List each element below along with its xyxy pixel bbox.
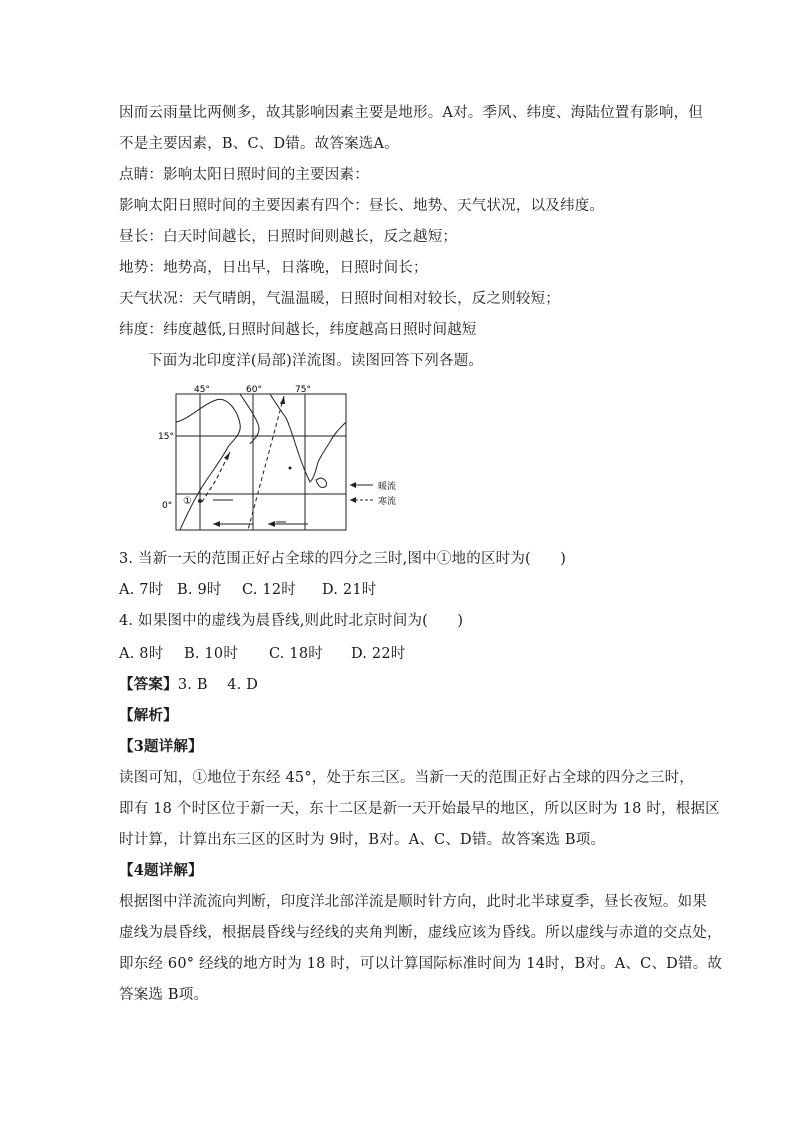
q4-detail-line: 根据图中洋流流向判断，印度洋北部洋流是顺时针方向，此时北半球夏季，昼长夜短。如果	[119, 894, 707, 910]
option: B. 9时	[177, 582, 222, 598]
lat-label: 0°	[162, 501, 173, 511]
text-line: 影响太阳日照时间的主要因素有四个：昼长、地势、天气状况，以及纬度。	[119, 198, 605, 214]
text-line: 地势：地势高，日出早，日落晚，日照时间长；	[119, 260, 428, 276]
legend-cold-current: 寒流	[378, 497, 397, 507]
lon-label: 45°	[194, 385, 210, 395]
legend-warm-current: 暖流	[378, 482, 397, 492]
q4-detail-line: 答案选 B项。	[119, 987, 209, 1003]
question-4-options	[119, 644, 405, 664]
question-3-stem: 3. 当新一天的范围正好占全球的四分之三时,图中①地的区时为( )	[119, 551, 567, 567]
text-line: 因而云雨量比两侧多，故其影响因素主要是地形。A对。季风、纬度、海陆位置有影响，但	[119, 105, 703, 121]
text-line: 不是主要因素，B、C、D错。故答案选A。	[119, 136, 399, 152]
answer-text: 3. B 4. D	[177, 677, 259, 693]
option: A. 7时	[119, 582, 164, 598]
option: C. 12时	[242, 582, 296, 598]
text-line: 点睛：影响太阳日照时间的主要因素：	[119, 167, 369, 183]
analysis-label: 【解析】	[119, 707, 178, 724]
map-intro: 下面为北印度洋(局部)洋流图。读图回答下列各题。	[148, 353, 484, 369]
q3-detail-label: 【3题详解】	[119, 738, 203, 755]
q4-detail-label: 【4题详解】	[119, 862, 203, 879]
answer-line	[119, 675, 258, 695]
option: C. 18时	[269, 646, 323, 662]
answer-label: 【答案】	[119, 676, 178, 693]
q4-detail-line: 即东经 60° 经线的地方时为 18 时，可以计算国际标准时间为 14时，B对。A、C、D错。故	[119, 956, 723, 972]
lat-label: 15°	[158, 432, 174, 442]
text-line: 昼长：白天时间越长，日照时间则越长，反之越短；	[119, 229, 458, 245]
point-marker: ①	[183, 496, 192, 507]
lon-label: 60°	[246, 385, 262, 395]
option: D. 21时	[322, 582, 377, 598]
text-line: 纬度：纬度越低,日照时间越长，纬度越高日照时间越短	[119, 322, 477, 338]
q3-detail-line: 时计算，计算出东三区的区时为 9时，B对。A、C、D错。故答案选 B项。	[119, 832, 606, 848]
question-3-options	[119, 580, 376, 600]
option: A. 8时	[119, 646, 164, 662]
q3-detail-line: 即有 18 个时区位于新一天，东十二区是新一天开始最早的地区，所以区时为 18 时，根据区	[119, 801, 720, 817]
option: D. 22时	[351, 646, 406, 662]
q4-detail-line: 虚线为晨昏线，根据晨昏线与经线的夹角判断，虚线应该为昏线。所以虚线与赤道的交点处，	[119, 925, 722, 941]
question-4-stem: 4. 如果图中的虚线为晨昏线,则此时北京时间为( )	[119, 613, 464, 629]
q3-detail-line: 读图可知，①地位于东经 45°，处于东三区。当新一天的范围正好占全球的四分之三时，	[119, 770, 695, 786]
ocean-current-map	[158, 382, 408, 532]
option: B. 10时	[184, 646, 239, 662]
lon-label: 75°	[295, 385, 311, 395]
text-line: 天气状况：天气晴朗，气温温暖，日照时间相对较长，反之则较短；	[119, 291, 560, 307]
